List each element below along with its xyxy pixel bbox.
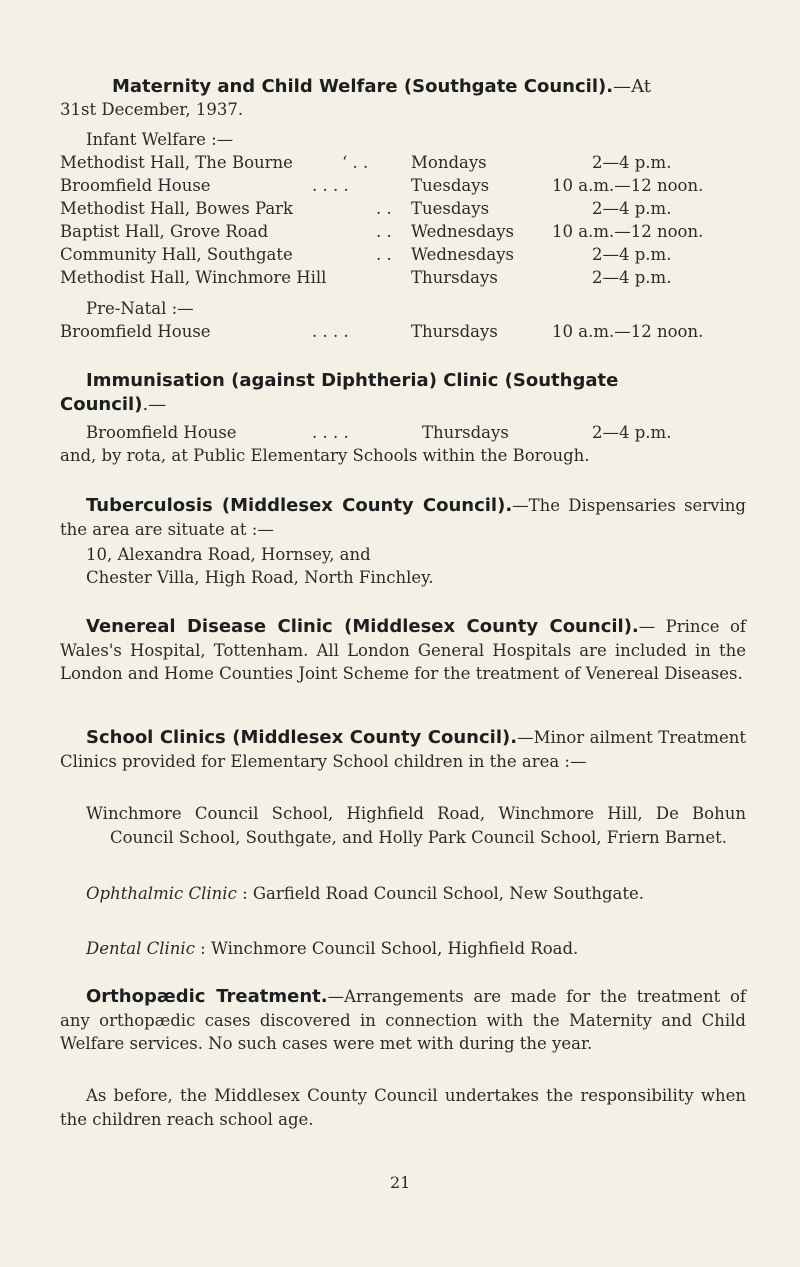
dot-leader: . . . . bbox=[312, 423, 349, 442]
immunisation-title-line2 bbox=[60, 392, 166, 418]
maternity-date: 31st December, 1937. bbox=[60, 100, 244, 119]
clinic-row bbox=[60, 243, 750, 267]
ophthalmic-label: Ophthalmic Clinic bbox=[86, 884, 237, 903]
clinic-place: Baptist Hall, Grove Road bbox=[60, 222, 269, 241]
clinic-place: Broomfield House bbox=[86, 423, 237, 442]
tuberculosis-text: —The Dispensaries serving the area are situate at :— bbox=[60, 496, 746, 539]
page-number: 21 bbox=[390, 1173, 411, 1192]
tuberculosis-title: Tuberculosis (Middlesex County Council). bbox=[86, 495, 513, 516]
school-names: Winchmore Council School, Highfield Road, Winchmore Hill, De Bohun Council School, Southgate, and Holly Park Council School, Friern Barnet. bbox=[86, 804, 746, 847]
orthopaedic-paragraph bbox=[60, 985, 746, 1056]
school-clinics-title: School Clinics (Middlesex County Council). bbox=[86, 727, 518, 748]
clinic-day: Tuesdays bbox=[411, 176, 490, 195]
clinic-place: Methodist Hall, Bowes Park bbox=[60, 199, 294, 218]
clinic-time: 10 a.m.—12 noon. bbox=[552, 222, 704, 241]
dental-text: : Winchmore Council School, Highfield Road. bbox=[194, 939, 579, 958]
clinic-place: Methodist Hall, Winchmore Hill bbox=[60, 268, 327, 287]
venereal-text: — Prince of Wales's Hospital, Tottenham. All London General Hospitals are included in the London and Home Counties Joint Scheme for the treatment of Venereal Diseases. bbox=[60, 617, 746, 683]
immunisation-title-line1: Immunisation (against Diphtheria) Clinic (Southgate bbox=[86, 370, 619, 391]
prenatal-label: Pre-Natal :— bbox=[86, 299, 194, 318]
dental-label: Dental Clinic bbox=[86, 939, 195, 958]
ophthalmic-text: : Garfield Road Council School, New Southgate. bbox=[236, 884, 645, 903]
clinic-row bbox=[60, 320, 750, 344]
immunisation-title-council: Council) bbox=[60, 394, 143, 415]
clinic-day: Thursdays bbox=[411, 268, 498, 287]
clinic-row bbox=[60, 151, 750, 175]
clinic-time: 2—4 p.m. bbox=[592, 268, 672, 287]
clinic-day: Wednesdays bbox=[411, 245, 514, 264]
clinic-day: Mondays bbox=[411, 153, 487, 172]
school-list bbox=[86, 802, 746, 849]
dispensary-address-2: Chester Villa, High Road, North Finchley. bbox=[86, 568, 434, 587]
dot-leader: . . . . bbox=[312, 176, 349, 195]
dispensary-address-1: 10, Alexandra Road, Hornsey, and bbox=[86, 545, 371, 564]
maternity-title: Maternity and Child Welfare (Southgate Council). bbox=[112, 76, 614, 97]
ophthalmic-clinic bbox=[86, 882, 746, 906]
clinic-place: Methodist Hall, The Bourne bbox=[60, 153, 293, 172]
clinic-place: Community Hall, Southgate bbox=[60, 245, 293, 264]
tuberculosis-paragraph bbox=[60, 494, 746, 541]
orthopaedic-title: Orthopædic Treatment. bbox=[86, 986, 328, 1007]
dot-leader: . . bbox=[376, 245, 392, 264]
dental-clinic bbox=[86, 937, 578, 961]
immunisation-title-tail: .— bbox=[142, 394, 167, 415]
dot-leader: . . bbox=[376, 199, 392, 218]
clinic-row bbox=[60, 220, 750, 244]
clinic-time: 2—4 p.m. bbox=[592, 153, 672, 172]
clinic-place: Broomfield House bbox=[60, 322, 211, 341]
dot-leader: ‘ . . bbox=[342, 153, 369, 172]
clinic-row bbox=[60, 421, 750, 445]
dot-leader: . . bbox=[376, 222, 392, 241]
clinic-row bbox=[60, 266, 750, 290]
clinic-row bbox=[60, 197, 750, 221]
clinic-day: Thursdays bbox=[422, 423, 509, 442]
maternity-title-tail: —At bbox=[613, 76, 651, 97]
infant-welfare-label: Infant Welfare :— bbox=[86, 130, 234, 149]
orthopaedic-closing: As before, the Middlesex County Council undertakes the responsibility when the children reach school age. bbox=[60, 1086, 746, 1129]
clinic-day: Wednesdays bbox=[411, 222, 514, 241]
immunisation-note: and, by rota, at Public Elementary Schools within the Borough. bbox=[60, 446, 590, 465]
clinic-place: Broomfield House bbox=[60, 176, 211, 195]
venereal-title: Venereal Disease Clinic (Middlesex County Council). bbox=[86, 616, 639, 637]
clinic-day: Thursdays bbox=[411, 322, 498, 341]
school-clinics-text: —Minor ailment Treatment Clinics provided for Elementary School children in the area :— bbox=[60, 728, 746, 771]
dot-leader: . . . . bbox=[312, 322, 349, 341]
clinic-time: 10 a.m.—12 noon. bbox=[552, 322, 704, 341]
maternity-heading bbox=[112, 74, 651, 100]
clinic-time: 2—4 p.m. bbox=[592, 245, 672, 264]
clinic-time: 10 a.m.—12 noon. bbox=[552, 176, 704, 195]
school-clinics-paragraph bbox=[60, 726, 746, 773]
venereal-paragraph bbox=[60, 615, 746, 686]
clinic-day: Tuesdays bbox=[411, 199, 490, 218]
orthopaedic-text: —Arrangements are made for the treatment of any orthopædic cases discovered in connection with the Maternity and Child Welfare services. No such cases were met with during the year. bbox=[60, 987, 747, 1053]
clinic-time: 2—4 p.m. bbox=[592, 199, 672, 218]
clinic-time: 2—4 p.m. bbox=[592, 423, 672, 442]
clinic-row bbox=[60, 174, 750, 198]
